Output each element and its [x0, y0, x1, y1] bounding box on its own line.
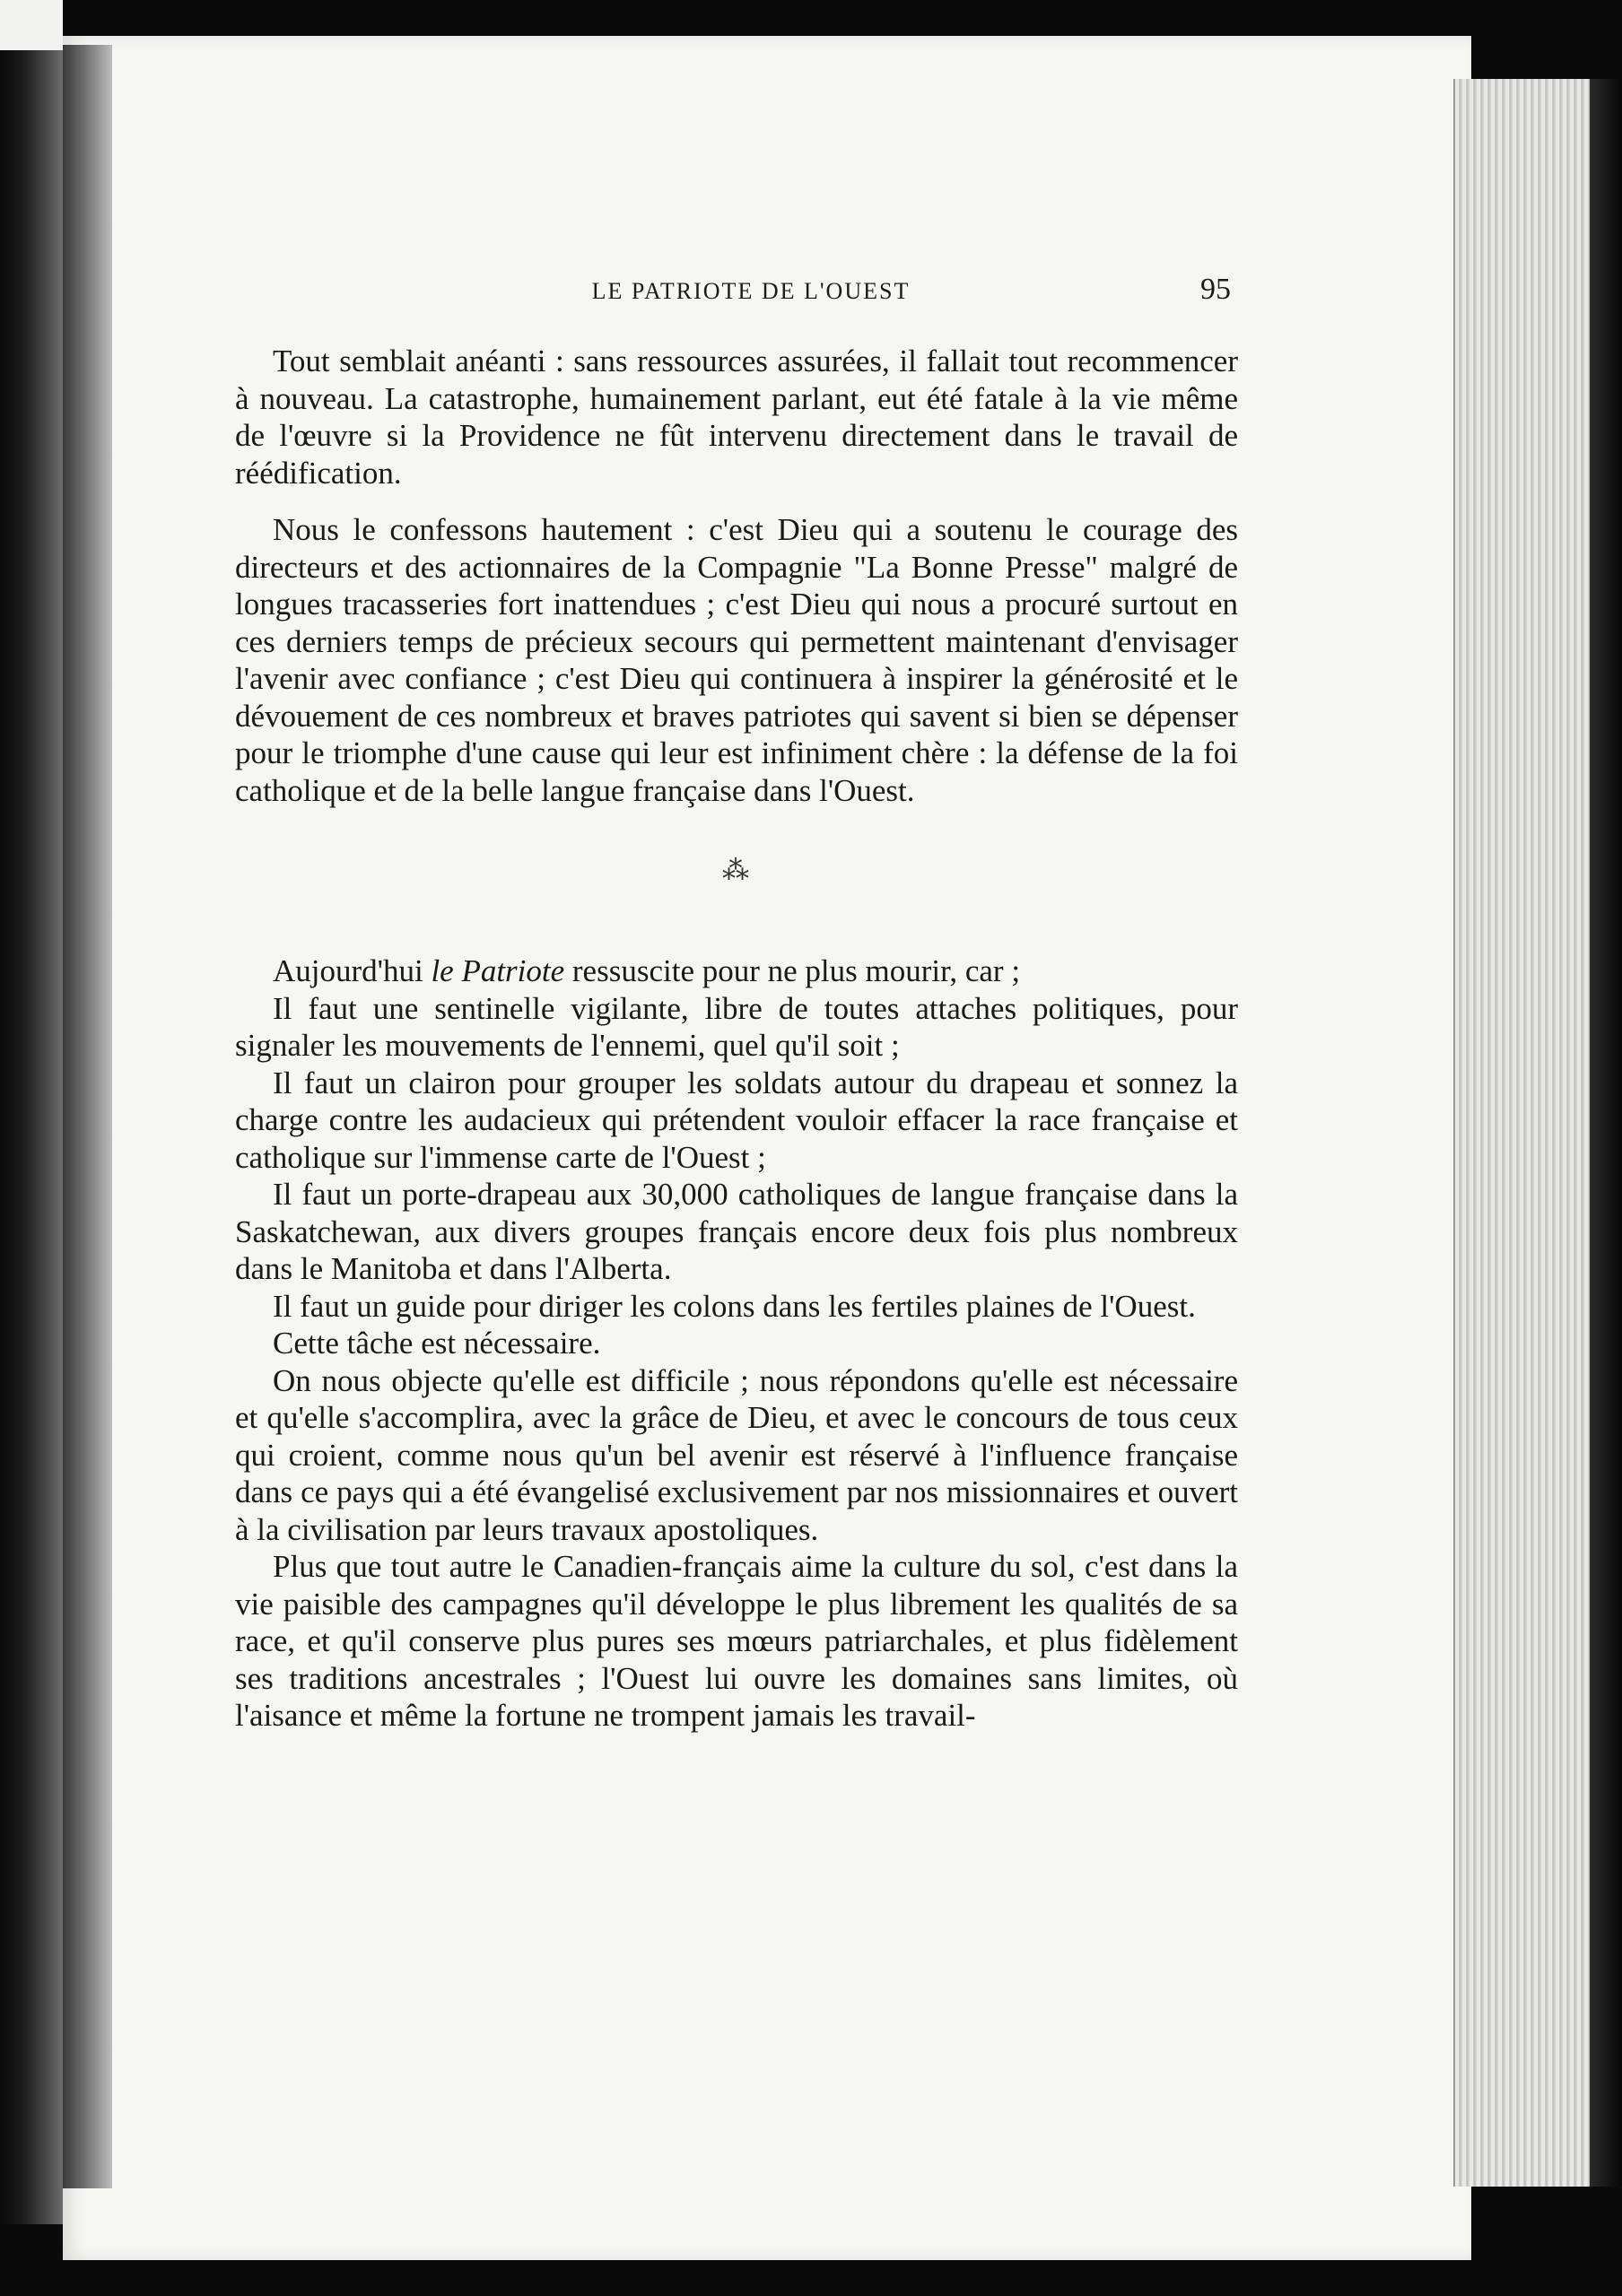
book-left-edge	[0, 36, 63, 2224]
book-gutter-shadow	[63, 45, 112, 2188]
page-stack-edge	[1453, 79, 1590, 2187]
paragraph-4: Il faut une sentinelle vigilante, libre de toutes attaches politiques, pour signaler les mouvements de l'ennemi, quel qu'il soit ;	[235, 990, 1238, 1063]
paragraph-9: On nous objecte qu'elle est difficile ; nous répondons qu'elle est nécessaire et qu'elle s'accomplira, avec la grâce de Dieu, et avec le concours de tous ceux qui croient, comme nous qu'un bel avenir est réservé à l'influence française dans ce pays qui a été évangelisé exclusivement par nos missionnaires et ouvert à la civilisation par leurs travaux apostoliques.	[235, 1362, 1238, 1547]
paragraph-3-lead: Aujourd'hui	[273, 953, 432, 988]
paragraph-6: Il faut un porte-drapeau aux 30,000 catholiques de langue française dans la Saskatchewan, aux divers groupes français encore deux fois plus nombreux dans le Manitoba et dans l'Alberta.	[235, 1177, 1238, 1286]
book-right-shadow	[1590, 79, 1622, 2187]
section-separator: ⁂	[722, 856, 751, 885]
newspaper-title: le Patriote	[431, 953, 565, 988]
facing-page-corner	[0, 0, 63, 50]
paragraph-2: Nous le confessons hautement : c'est Dieu qui a soutenu le courage des directeurs et des actionnaires de la Compagnie "La Bonne Presse" malgré de longues tracasseries fort inattendues ; c'est Dieu qui nous a procuré surtout en ces derniers temps de précieux secours qui permettent maintenant d'envisager l'avenir avec confiance ; c'est Dieu qui continuera à inspirer la générosité et le dévouement de ces nombreux et braves patriotes qui savent si bien se dépenser pour le triomphe d'une cause qui leur est infiniment chère : la défense de la foi catholique et de la belle langue française dans l'Ouest.	[235, 512, 1238, 808]
page-text	[235, 343, 1238, 1735]
paragraph-5: Il faut un clairon pour grouper les soldats autour du drapeau et sonnez la charge contre les audacieux qui prétendent vouloir effacer la race française et catholique sur l'immense carte de l'Ouest ;	[235, 1065, 1238, 1175]
page-number: 95	[1200, 273, 1231, 306]
paragraph-8: Cette tâche est nécessaire.	[273, 1326, 601, 1361]
running-head: LE PATRIOTE DE L'OUEST	[591, 278, 911, 304]
paragraph-3	[235, 952, 1238, 990]
paragraph-1: Tout semblait anéanti : sans ressources assurées, il fallait tout recommencer à nouveau. La catastrophe, humainement parlant, eut été fatale à la vie même de l'œuvre si la Providence ne fût intervenu directement dans le travail de réédification.	[235, 344, 1238, 491]
paragraph-7: Il faut un guide pour diriger les colons dans les fertiles plaines de l'Ouest.	[273, 1288, 1196, 1324]
paragraph-3-rest: ressuscite pour ne plus mourir, car ;	[564, 953, 1021, 988]
paragraph-10: Plus que tout autre le Canadien-français aime la culture du sol, c'est dans la vie paisible des campagnes qu'il développe le plus librement les qualités de sa race, et qu'il conserve plus pures ses mœurs patriarchales, et plus fidèlement ses traditions ancestrales ; l'Ouest lui ouvre les domaines sans limites, où l'aisance et même la fortune ne trompent jamais les travail-	[235, 1549, 1238, 1733]
